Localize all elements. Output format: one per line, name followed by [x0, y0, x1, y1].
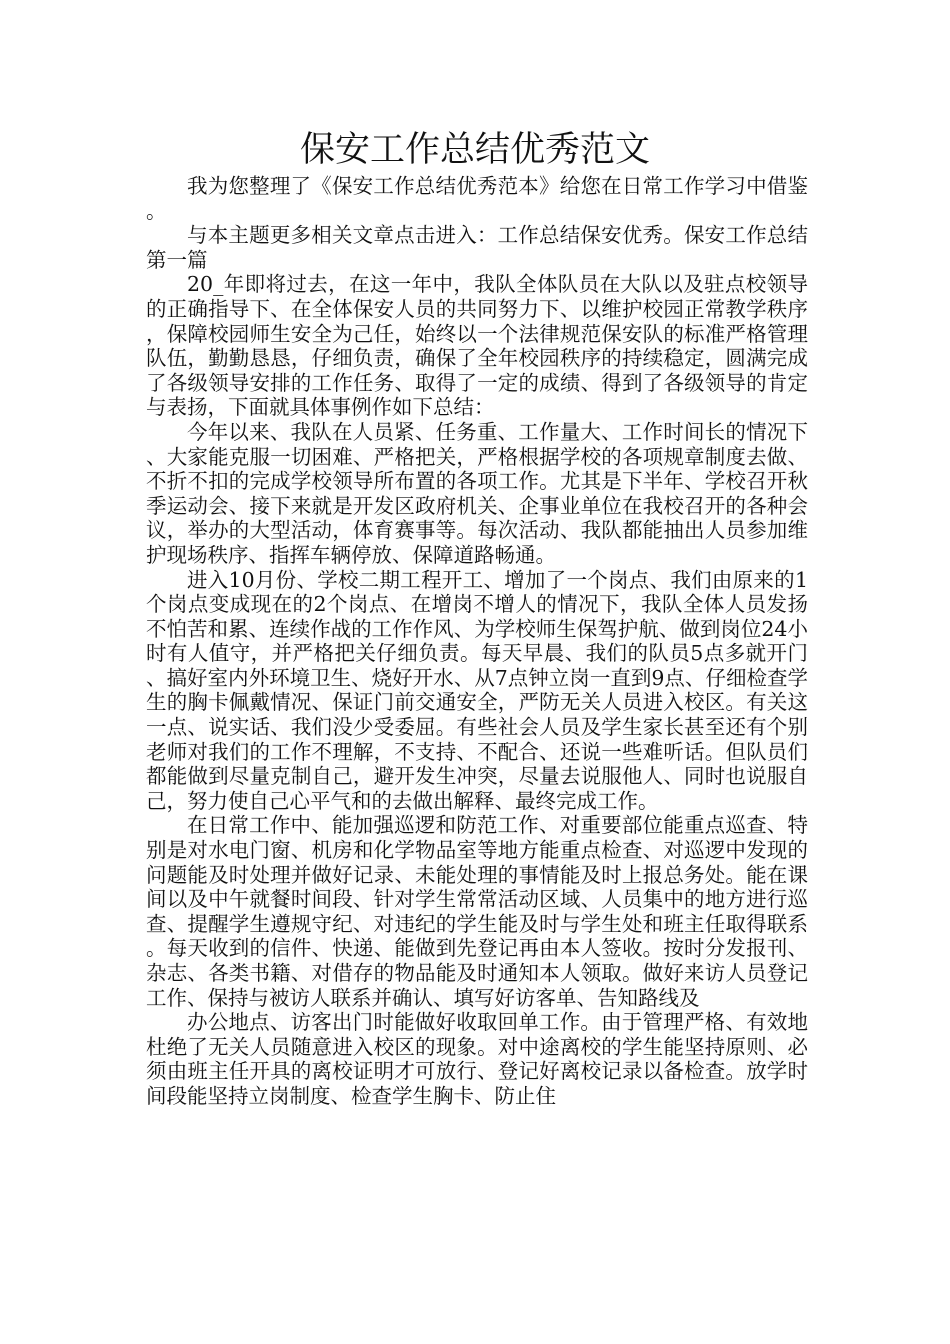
paragraph-office: 办公地点、访客出门时能做好收取回单工作。由于管理严格、有效地杜绝了无关人员随意进入校区的现象。对中途离校的学生能坚持原则、必须由班主任开具的离校证明才可放行、登记好离校记录以备检查。放学时间段能坚持立岗制度、检查学生胸卡、防止住 [146, 1010, 808, 1108]
document-title: 保安工作总结优秀范文 [299, 130, 650, 170]
paragraph-intro: 我为您整理了《保安工作总结优秀范本》给您在日常工作学习中借鉴。 [146, 174, 808, 223]
paragraph-related-articles: 与本主题更多相关文章点击进入：工作总结保安优秀。保安工作总结第一篇 [146, 223, 808, 272]
paragraph-year-summary: 20_年即将过去，在这一年中，我队全体队员在大队以及驻点校领导的正确指导下、在全体保安人员的共同努力下、以维护校园正常教学秩序，保障校园师生安全为己任，始终以一个法律规范保安队的标准严格管理队伍，勤勤恳恳，仔细负责，确保了全年校园秩序的持续稳定，圆满完成了各级领导安排的工作任务、取得了一定的成绩、得到了各级领导的肯定与表扬，下面就具体事例作如下总结： [146, 272, 808, 420]
paragraph-daily-work: 在日常工作中、能加强巡逻和防范工作、对重要部位能重点巡查、特别是对水电门窗、机房和化学物品室等地方能重点检查、对巡逻中发现的问题能及时处理并做好记录、未能处理的事情能及时上报总务处。能在课间以及中午就餐时间段、针对学生常常活动区域、人员集中的地方进行巡查、提醒学生遵规守纪、对违纪的学生能及时与学生处和班主任取得联系。每天收到的信件、快递、能做到先登记再由本人签收。按时分发报刊、杂志、各类书籍、对借存的物品能及时通知本人领取。做好来访人员登记工作、保持与被访人联系并确认、填写好访客单、告知路线及 [146, 813, 808, 1010]
paragraph-october: 进入10月份、学校二期工程开工、增加了一个岗点、我们由原来的1个岗点变成现在的2个岗点、在增岗不增人的情况下，我队全体人员发扬不怕苦和累、连续作战的工作作风、为学校师生保驾护航、做到岗位24小时有人值守，并严格把关仔细负责。每天早晨、我们的队员5点多就开门、搞好室内外环境卫生、烧好开水、从7点钟立岗一直到9点、仔细检查学生的胸卡佩戴情况、保证门前交通安全，严防无关人员进入校区。有关这一点、说实话、我们没少受委屈。有些社会人员及学生家长甚至还有个别老师对我们的工作不理解，不支持、不配合、还说一些难听话。但队员们都能做到尽量克制自己，避开发生冲突，尽量去说服他人、同时也说服自己，努力使自己心平气和的去做出解释、最终完成工作。 [146, 567, 808, 813]
paragraph-this-year: 今年以来、我队在人员紧、任务重、工作量大、工作时间长的情况下、大家能克服一切困难、严格把关，严格根据学校的各项规章制度去做、不折不扣的完成学校领导所布置的各项工作。尤其是下半年、学校召开秋季运动会、接下来就是开发区政府机关、企事业单位在我校召开的各种会议，举办的大型活动，体育赛事等。每次活动、我队都能抽出人员参加维护现场秩序、指挥车辆停放、保障道路畅通。 [146, 419, 808, 567]
document-body [146, 174, 808, 1109]
